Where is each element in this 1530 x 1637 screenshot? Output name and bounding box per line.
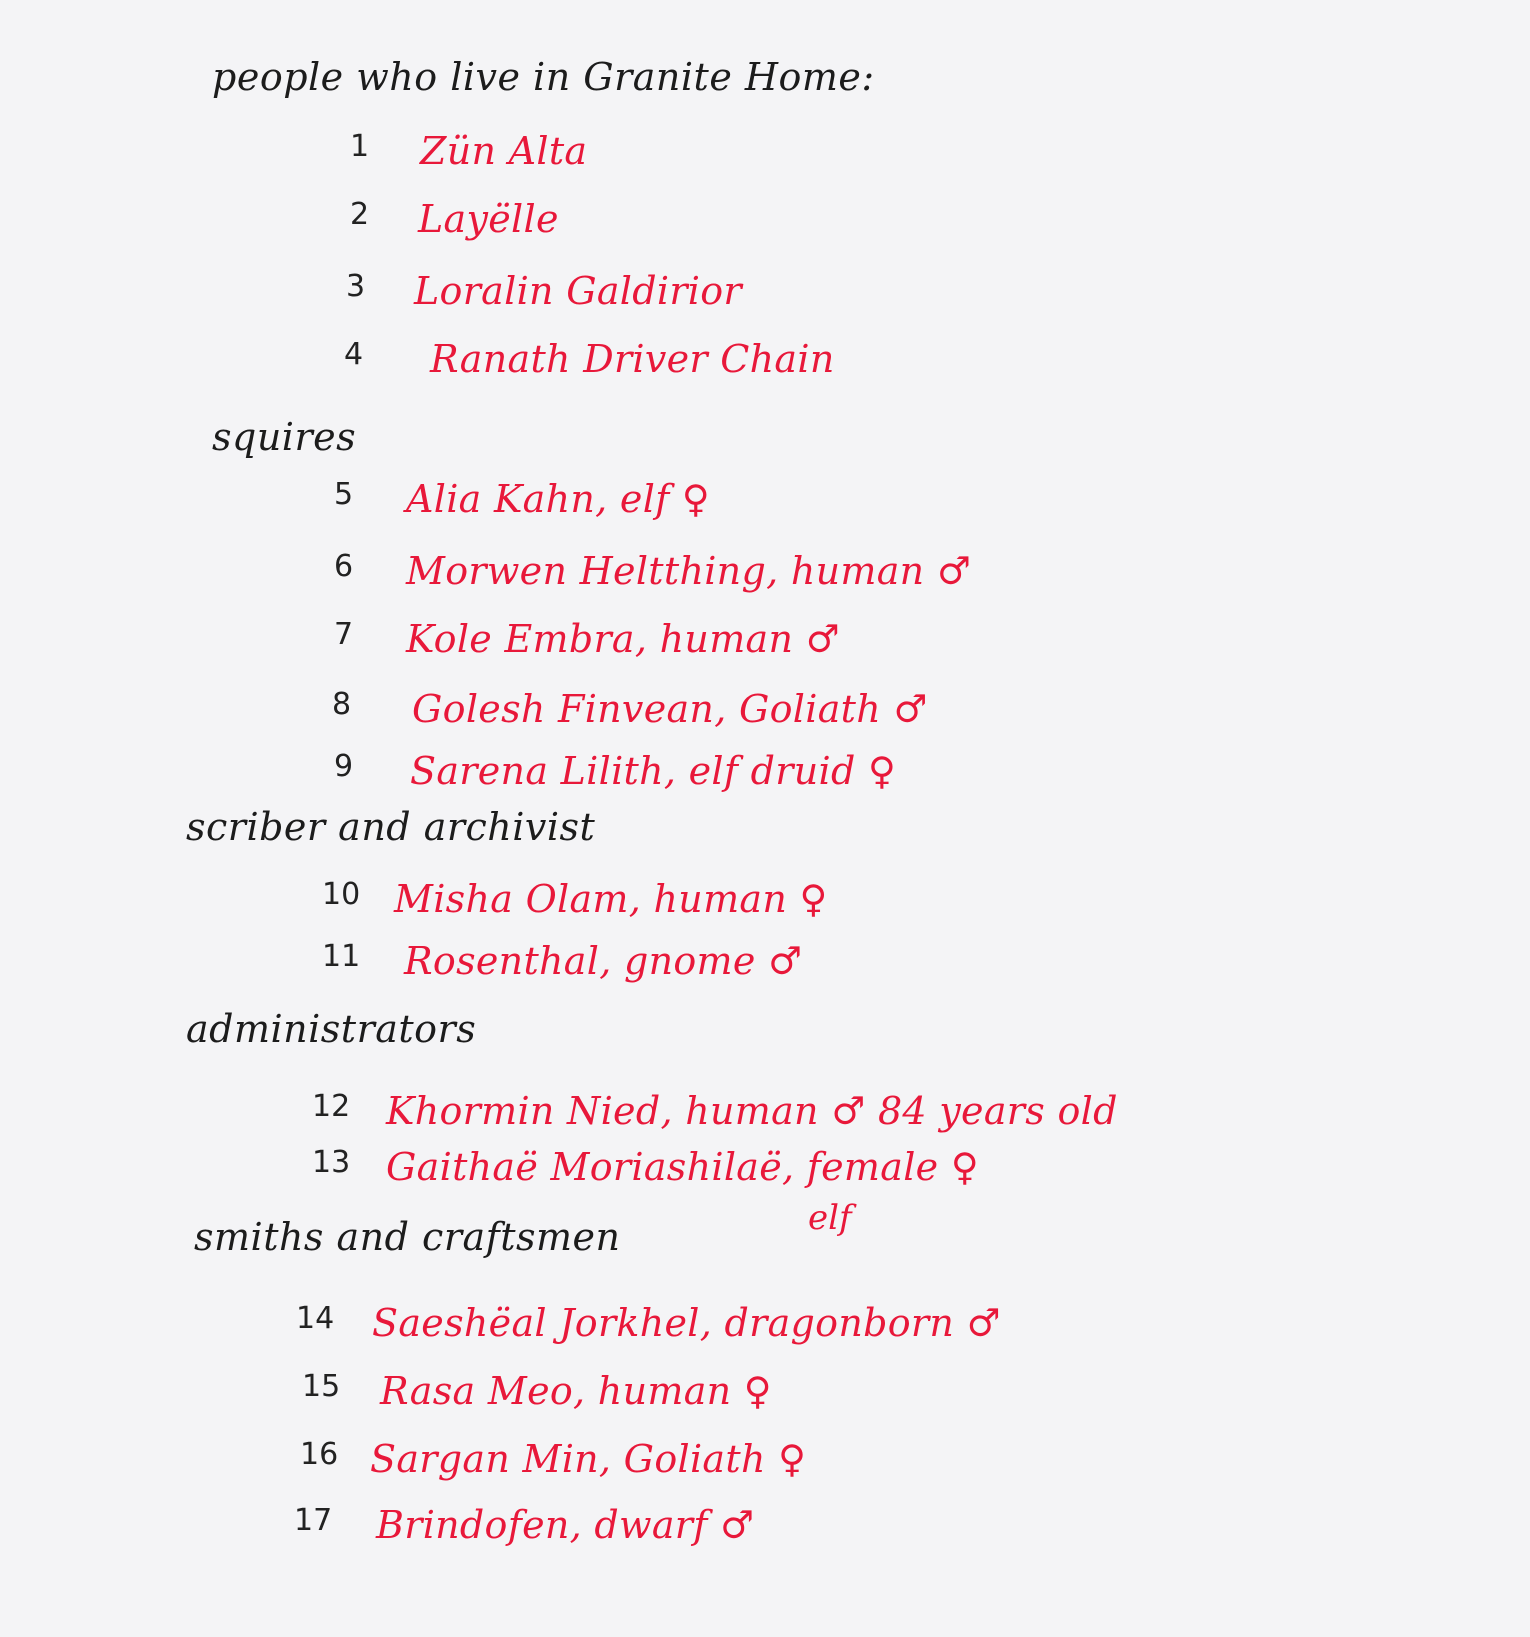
section-heading-smiths: smiths and craftsmen [194,1215,621,1259]
item-text: Sarena Lilith, elf druid ♀ [410,749,897,793]
item-number: 3 [346,269,366,304]
item-text: Morwen Heltthing, human ♂ [406,549,972,593]
section-heading-administrators: administrators [186,1007,477,1051]
item-number: 8 [332,687,352,722]
section-heading-scribes: scriber and archivist [186,805,596,849]
item-text: Layëlle [418,197,559,241]
item-number: 17 [294,1503,333,1538]
item-number: 15 [302,1369,341,1404]
item-text: Gaithaë Moriashilaë, female ♀ [386,1145,979,1189]
item-number: 5 [334,477,354,512]
item-number: 14 [296,1301,335,1336]
item-number: 2 [350,197,370,232]
page-title: people who live in Granite Home: [212,55,875,99]
item-number: 16 [300,1437,339,1472]
item-number: 10 [322,877,361,912]
item-number: 9 [334,749,354,784]
item-text: Sargan Min, Goliath ♀ [370,1437,807,1481]
item-text: Loralin Galdirior [414,269,742,313]
item-number: 6 [334,549,354,584]
item-text: Khormin Nied, human ♂ 84 years old [386,1089,1118,1133]
item-number: 11 [322,939,361,974]
item-text: Rosenthal, gnome ♂ [404,939,803,983]
item-text: Kole Embra, human ♂ [406,617,840,661]
item-number: 4 [344,337,364,372]
item-number: 7 [334,617,354,652]
item-number: 1 [350,129,370,164]
item-number: 13 [312,1145,351,1180]
item-text: Alia Kahn, elf ♀ [406,477,710,521]
item-text: Brindofen, dwarf ♂ [376,1503,755,1547]
item-13-note: elf [808,1198,852,1238]
item-number: 12 [312,1089,351,1124]
item-text: Misha Olam, human ♀ [394,877,828,921]
item-text: Golesh Finvean, Goliath ♂ [412,687,928,731]
item-text: Ranath Driver Chain [430,337,835,381]
section-heading-squires: squires [212,415,357,459]
item-text: Zün Alta [420,129,588,173]
item-text: Rasa Meo, human ♀ [380,1369,772,1413]
item-text: Saeshëal Jorkhel, dragonborn ♂ [372,1301,1001,1345]
